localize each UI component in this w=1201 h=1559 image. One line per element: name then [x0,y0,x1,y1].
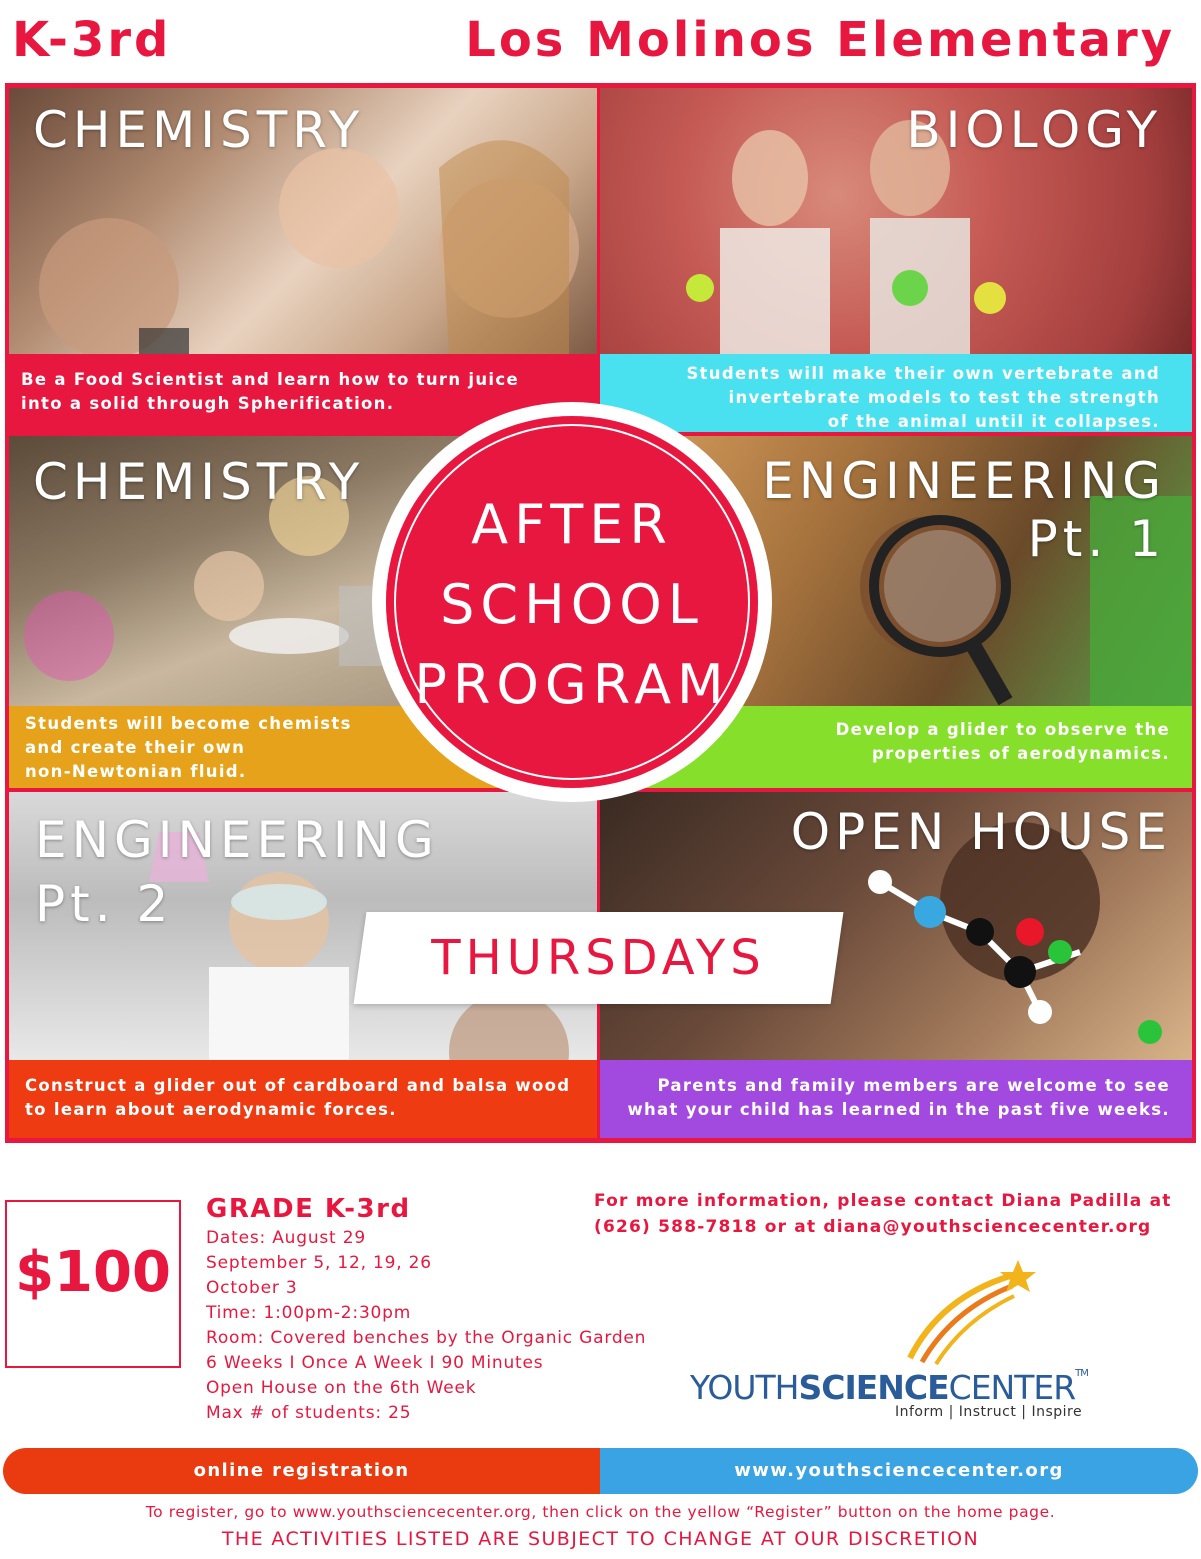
panel-title: CHEMISTRY [33,101,365,159]
detail-line: Max # of students: 25 [206,1403,412,1423]
panel-description: Students will become chemists and create their own non-Newtonian fluid. [9,706,597,788]
panel-description: Develop a glider to observe the properties of aerodynamics. [600,706,1192,788]
badge-line: SCHOOL [440,573,704,636]
detail-line: September 5, 12, 19, 26 [206,1253,432,1273]
program-details [206,1192,646,1426]
grade-heading: K-3rd [12,12,172,68]
logo-part: YOUTH [690,1368,799,1407]
logo-tagline: Inform | Instruct | Inspire [895,1404,1083,1420]
day-banner-text: THURSDAYS [431,930,766,986]
contact-line: For more information, please contact Diana Padilla at [594,1191,1172,1211]
program-badge-text [386,485,758,725]
registration-instructions: To register, go to www.youthsciencecenter.org, then click on the yellow “Register” button on the home page. [145,1503,1056,1521]
detail-line: Open House on the 6th Week [206,1378,477,1398]
logo-part: CENTER [948,1368,1076,1407]
price: $100 [15,1240,171,1305]
disclaimer: THE ACTIVITIES LISTED ARE SUBJECT TO CHANGE AT OUR DISCRETION [221,1528,980,1550]
panel-chemistry-1 [9,88,597,432]
panel-title: ENGINEERING Pt. 2 [35,811,439,933]
badge-line: AFTER [471,493,673,556]
detail-line: Time: 1:00pm-2:30pm [206,1303,412,1323]
trademark: TM [1075,1368,1088,1379]
contact-line: (626) 588-7818 or at diana@youthsciencecenter.org [594,1217,1152,1237]
panel-title: BIOLOGY [906,101,1162,159]
detail-line: 6 Weeks I Once A Week I 90 Minutes [206,1353,544,1373]
online-registration-label: online registration [193,1460,410,1481]
panel-description: Students will make their own vertebrate and invertebrate models to test the strength of the animal until it collapses. [600,354,1192,432]
panel-title: ENGINEERING Pt. 1 [762,452,1166,568]
panel-description: Be a Food Scientist and learn how to turn juice into a solid through Spherification. [9,354,597,432]
badge-line: PROGRAM [414,653,730,716]
panel-description: Parents and family members are welcome to see what your child has learned in the past five weeks. [600,1060,1192,1138]
detail-line: Dates: August 29 [206,1228,366,1248]
website-link[interactable]: www.youthsciencecenter.org [734,1460,1064,1481]
panel-title: OPEN HOUSE [790,803,1172,861]
detail-line: Room: Covered benches by the Organic Garden [206,1328,647,1348]
detail-line: October 3 [206,1278,298,1298]
panel-description: Construct a glider out of cardboard and balsa wood to learn about aerodynamic forces. [9,1060,597,1138]
youth-science-center-logo [690,1368,1088,1407]
grade-label: GRADE K-3rd [206,1194,411,1224]
school-name: Los Molinos Elementary [465,12,1175,68]
contact-info [594,1188,1184,1240]
shooting-star-icon [900,1258,1040,1368]
panel-biology [600,88,1192,432]
panel-title: CHEMISTRY [33,453,365,511]
logo-part: SCIENCE [798,1368,949,1407]
